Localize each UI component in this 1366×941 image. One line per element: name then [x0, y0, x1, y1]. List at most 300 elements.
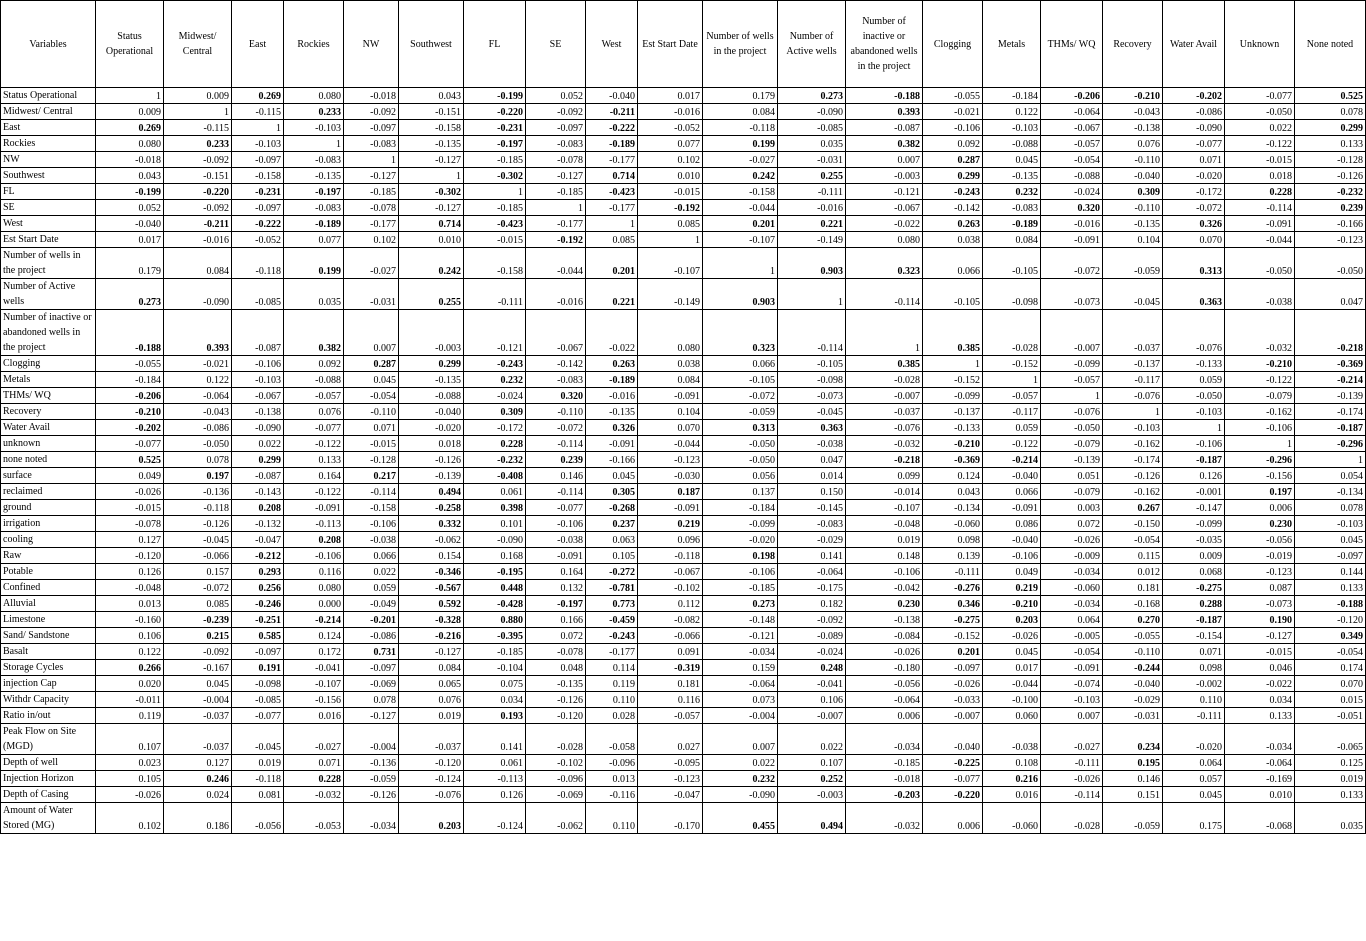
correlation-cell: -0.060 — [923, 516, 983, 532]
correlation-cell: -0.083 — [284, 200, 344, 216]
correlation-cell: 0.255 — [399, 279, 464, 310]
correlation-cell: -0.216 — [399, 628, 464, 644]
correlation-cell: -0.026 — [846, 644, 923, 660]
correlation-cell: -0.077 — [923, 771, 983, 787]
correlation-cell: 0.151 — [1103, 787, 1163, 803]
correlation-cell: -0.090 — [164, 279, 232, 310]
correlation-cell: -0.067 — [846, 200, 923, 216]
table-row — [1, 248, 1366, 279]
correlation-cell: -0.197 — [526, 596, 586, 612]
correlation-cell: 0.448 — [464, 580, 526, 596]
correlation-cell: 0.046 — [1225, 660, 1295, 676]
correlation-cell: 0.181 — [638, 676, 703, 692]
correlation-cell: -0.067 — [1041, 120, 1103, 136]
correlation-cell: -0.214 — [983, 452, 1041, 468]
correlation-cell: -0.015 — [638, 184, 703, 200]
correlation-cell: 0.035 — [1295, 803, 1366, 834]
row-label: Potable — [1, 564, 96, 580]
correlation-cell: -0.040 — [1103, 168, 1163, 184]
correlation-cell: 0.003 — [1041, 500, 1103, 516]
correlation-cell: 0.133 — [1295, 136, 1366, 152]
correlation-cell: 0.052 — [526, 88, 586, 104]
correlation-cell: 0.144 — [1295, 564, 1366, 580]
correlation-cell: -0.079 — [1041, 484, 1103, 500]
correlation-cell: 0.269 — [96, 120, 164, 136]
correlation-cell: -0.126 — [1103, 468, 1163, 484]
correlation-cell: -0.057 — [1041, 372, 1103, 388]
correlation-cell: -0.051 — [1295, 708, 1366, 724]
correlation-cell: 0.714 — [399, 216, 464, 232]
correlation-cell: -0.162 — [1225, 404, 1295, 420]
correlation-cell: 0.232 — [983, 184, 1041, 200]
correlation-cell: 0.078 — [1295, 104, 1366, 120]
correlation-cell: 0.043 — [923, 484, 983, 500]
correlation-cell: -0.076 — [399, 787, 464, 803]
row-label: Raw — [1, 548, 96, 564]
correlation-cell: -0.135 — [1103, 216, 1163, 232]
correlation-cell: 1 — [1041, 388, 1103, 404]
row-label: injection Cap — [1, 676, 96, 692]
correlation-cell: -0.220 — [923, 787, 983, 803]
correlation-cell: 0.164 — [284, 468, 344, 484]
correlation-cell: -0.097 — [232, 644, 284, 660]
correlation-cell: 0.221 — [778, 216, 846, 232]
correlation-cell: -0.050 — [703, 436, 778, 452]
correlation-cell: -0.185 — [846, 755, 923, 771]
correlation-cell: 0.154 — [399, 548, 464, 564]
correlation-cell: -0.032 — [846, 436, 923, 452]
correlation-cell: -0.296 — [1295, 436, 1366, 452]
correlation-cell: -0.091 — [983, 500, 1041, 516]
correlation-cell: -0.022 — [846, 216, 923, 232]
correlation-cell: -0.210 — [983, 596, 1041, 612]
correlation-cell: -0.135 — [284, 168, 344, 184]
correlation-cell: 0.010 — [638, 168, 703, 184]
correlation-cell: -0.052 — [638, 120, 703, 136]
correlation-cell: 0.217 — [344, 468, 399, 484]
correlation-cell: -0.007 — [1041, 310, 1103, 356]
correlation-cell: 0.326 — [1163, 216, 1225, 232]
row-label: NW — [1, 152, 96, 168]
correlation-cell: -0.022 — [1225, 676, 1295, 692]
correlation-cell: 0.287 — [344, 356, 399, 372]
correlation-cell: -0.127 — [526, 168, 586, 184]
correlation-cell: -0.302 — [464, 168, 526, 184]
correlation-cell: 1 — [526, 200, 586, 216]
correlation-cell: 1 — [778, 279, 846, 310]
correlation-cell: 0.066 — [344, 548, 399, 564]
correlation-cell: -0.106 — [344, 516, 399, 532]
correlation-cell: -0.018 — [344, 88, 399, 104]
correlation-cell: -0.116 — [586, 787, 638, 803]
correlation-cell: -0.189 — [586, 136, 638, 152]
correlation-cell: -0.055 — [1103, 628, 1163, 644]
correlation-cell: -0.142 — [526, 356, 586, 372]
correlation-cell: -0.050 — [1041, 420, 1103, 436]
correlation-cell: -0.050 — [1225, 104, 1295, 120]
correlation-cell: -0.117 — [1103, 372, 1163, 388]
correlation-cell: -0.040 — [96, 216, 164, 232]
correlation-cell: -0.177 — [586, 644, 638, 660]
correlation-cell: 0.159 — [703, 660, 778, 676]
correlation-cell: 0.263 — [923, 216, 983, 232]
correlation-cell: 0.237 — [586, 516, 638, 532]
correlation-cell: 0.086 — [983, 516, 1041, 532]
table-row — [1, 468, 1366, 484]
row-label: reclaimed — [1, 484, 96, 500]
correlation-cell: -0.091 — [638, 500, 703, 516]
correlation-cell: -0.114 — [1041, 787, 1103, 803]
correlation-cell: -0.423 — [586, 184, 638, 200]
correlation-cell: -0.089 — [778, 628, 846, 644]
correlation-cell: -0.222 — [586, 120, 638, 136]
correlation-cell: -0.189 — [284, 216, 344, 232]
correlation-cell: 0.110 — [586, 692, 638, 708]
table-row — [1, 168, 1366, 184]
correlation-cell: -0.034 — [1041, 596, 1103, 612]
correlation-cell: 0.110 — [586, 803, 638, 834]
correlation-cell: -0.100 — [983, 692, 1041, 708]
correlation-cell: 0.072 — [526, 628, 586, 644]
correlation-cell: -0.212 — [232, 548, 284, 564]
correlation-cell: -0.099 — [923, 388, 983, 404]
table-row — [1, 200, 1366, 216]
correlation-cell: 0.195 — [1103, 755, 1163, 771]
correlation-cell: -0.043 — [1103, 104, 1163, 120]
correlation-cell: 0.179 — [96, 248, 164, 279]
correlation-cell: 0.066 — [923, 248, 983, 279]
correlation-cell: 0.066 — [703, 356, 778, 372]
correlation-cell: 0.063 — [586, 532, 638, 548]
correlation-cell: 0.181 — [1103, 580, 1163, 596]
table-row — [1, 771, 1366, 787]
correlation-cell: -0.302 — [399, 184, 464, 200]
correlation-cell: 0.009 — [1163, 548, 1225, 564]
correlation-cell: 0.248 — [778, 660, 846, 676]
correlation-cell: 0.047 — [1295, 279, 1366, 310]
correlation-cell: -0.268 — [586, 500, 638, 516]
correlation-cell: 0.048 — [526, 660, 586, 676]
correlation-cell: -0.060 — [983, 803, 1041, 834]
correlation-cell: -0.122 — [284, 436, 344, 452]
correlation-cell: -0.090 — [703, 787, 778, 803]
table-row — [1, 548, 1366, 564]
correlation-cell: -0.067 — [232, 388, 284, 404]
correlation-cell: -0.197 — [464, 136, 526, 152]
correlation-cell: 0.092 — [284, 356, 344, 372]
correlation-cell: -0.062 — [526, 803, 586, 834]
correlation-cell: -0.083 — [344, 136, 399, 152]
correlation-cell: -0.133 — [1163, 356, 1225, 372]
correlation-cell: -0.076 — [1163, 310, 1225, 356]
correlation-cell: -0.162 — [1103, 436, 1163, 452]
correlation-cell: 0.060 — [983, 708, 1041, 724]
correlation-cell: -0.037 — [846, 404, 923, 420]
correlation-cell: -0.167 — [164, 660, 232, 676]
correlation-cell: -0.142 — [923, 200, 983, 216]
correlation-cell: -0.137 — [1103, 356, 1163, 372]
correlation-cell: 0.006 — [1225, 500, 1295, 516]
correlation-cell: -0.056 — [1225, 532, 1295, 548]
correlation-cell: 0.007 — [846, 152, 923, 168]
correlation-cell: -0.124 — [464, 803, 526, 834]
correlation-cell: 0.017 — [983, 660, 1041, 676]
correlation-cell: 0.197 — [1225, 484, 1295, 500]
table-row — [1, 532, 1366, 548]
correlation-cell: -0.103 — [232, 372, 284, 388]
row-label: West — [1, 216, 96, 232]
correlation-cell: 0.016 — [284, 708, 344, 724]
correlation-cell: 0.081 — [232, 787, 284, 803]
correlation-cell: -0.111 — [778, 184, 846, 200]
correlation-cell: -0.114 — [344, 484, 399, 500]
correlation-cell: 0.326 — [586, 420, 638, 436]
correlation-cell: -0.189 — [983, 216, 1041, 232]
table-row — [1, 436, 1366, 452]
correlation-cell: -0.055 — [96, 356, 164, 372]
correlation-cell: -0.087 — [232, 468, 284, 484]
correlation-cell: 0.080 — [96, 136, 164, 152]
correlation-cell: 0.346 — [923, 596, 983, 612]
correlation-cell: -0.106 — [526, 516, 586, 532]
correlation-cell: 0.106 — [96, 628, 164, 644]
correlation-cell: 0.043 — [96, 168, 164, 184]
correlation-cell: -0.078 — [526, 152, 586, 168]
correlation-cell: -0.243 — [586, 628, 638, 644]
correlation-cell: -0.114 — [778, 310, 846, 356]
correlation-cell: -0.031 — [778, 152, 846, 168]
correlation-cell: -0.172 — [1163, 184, 1225, 200]
correlation-cell: 0.035 — [284, 279, 344, 310]
correlation-cell: -0.072 — [703, 388, 778, 404]
correlation-cell: -0.007 — [778, 708, 846, 724]
correlation-cell: 0.071 — [344, 420, 399, 436]
correlation-cell: -0.275 — [923, 612, 983, 628]
correlation-cell: 0.065 — [399, 676, 464, 692]
correlation-cell: -0.018 — [96, 152, 164, 168]
correlation-cell: -0.118 — [164, 500, 232, 516]
correlation-cell: 0.102 — [638, 152, 703, 168]
table-row — [1, 596, 1366, 612]
correlation-cell: -0.275 — [1163, 580, 1225, 596]
correlation-cell: 0.059 — [1163, 372, 1225, 388]
correlation-cell: 0.104 — [638, 404, 703, 420]
correlation-cell: 1 — [1163, 420, 1225, 436]
correlation-cell: -0.184 — [96, 372, 164, 388]
correlation-cell: 0.190 — [1225, 612, 1295, 628]
column-header: None noted — [1295, 1, 1366, 88]
correlation-cell: -0.115 — [232, 104, 284, 120]
correlation-cell: -0.192 — [526, 232, 586, 248]
correlation-cell: -0.091 — [284, 500, 344, 516]
correlation-cell: 0.076 — [399, 692, 464, 708]
correlation-cell: -0.225 — [923, 755, 983, 771]
correlation-cell: 0.228 — [1225, 184, 1295, 200]
correlation-cell: -0.106 — [232, 356, 284, 372]
correlation-cell: -0.042 — [846, 580, 923, 596]
correlation-cell: -0.121 — [464, 310, 526, 356]
correlation-cell: 0.252 — [778, 771, 846, 787]
correlation-cell: 0.175 — [1163, 803, 1225, 834]
table-row — [1, 104, 1366, 120]
correlation-cell: -0.272 — [586, 564, 638, 580]
correlation-cell: -0.150 — [1103, 516, 1163, 532]
correlation-cell: -0.110 — [344, 404, 399, 420]
correlation-cell: 0.006 — [846, 708, 923, 724]
correlation-cell: -0.098 — [983, 279, 1041, 310]
correlation-cell: -0.187 — [1163, 452, 1225, 468]
column-header: Rockies — [284, 1, 344, 88]
correlation-cell: -0.088 — [983, 136, 1041, 152]
correlation-cell: 0.273 — [703, 596, 778, 612]
correlation-cell: 0.076 — [1103, 136, 1163, 152]
correlation-cell: -0.009 — [1041, 548, 1103, 564]
correlation-cell: -0.103 — [1041, 692, 1103, 708]
correlation-cell: -0.156 — [284, 692, 344, 708]
correlation-cell: -0.019 — [1225, 548, 1295, 564]
correlation-cell: 1 — [1295, 452, 1366, 468]
correlation-cell: -0.092 — [344, 104, 399, 120]
correlation-cell: 0.398 — [464, 500, 526, 516]
correlation-cell: -0.097 — [232, 152, 284, 168]
correlation-cell: -0.031 — [1103, 708, 1163, 724]
column-header: Recovery — [1103, 1, 1163, 88]
correlation-cell: 0.019 — [846, 532, 923, 548]
correlation-cell: 0.076 — [284, 404, 344, 420]
correlation-cell: -0.156 — [1225, 468, 1295, 484]
correlation-cell: 0.273 — [96, 279, 164, 310]
correlation-cell: 0.127 — [96, 532, 164, 548]
correlation-cell: -0.083 — [526, 136, 586, 152]
correlation-cell: 0.077 — [638, 136, 703, 152]
correlation-cell: 0.049 — [983, 564, 1041, 580]
correlation-cell: 0.455 — [703, 803, 778, 834]
correlation-cell: 0.064 — [1163, 755, 1225, 771]
correlation-cell: -0.092 — [778, 612, 846, 628]
correlation-cell: -0.133 — [923, 420, 983, 436]
correlation-cell: -0.090 — [1163, 120, 1225, 136]
correlation-cell: -0.052 — [232, 232, 284, 248]
correlation-cell: 0.116 — [638, 692, 703, 708]
correlation-cell: -0.045 — [232, 724, 284, 755]
row-label: Number of Active wells — [1, 279, 96, 310]
correlation-cell: 0.137 — [703, 484, 778, 500]
correlation-cell: 0.126 — [96, 564, 164, 580]
correlation-cell: 0.119 — [586, 676, 638, 692]
correlation-cell: 0.045 — [586, 468, 638, 484]
correlation-cell: -0.091 — [1225, 216, 1295, 232]
correlation-cell: -0.107 — [638, 248, 703, 279]
correlation-cell: -0.088 — [284, 372, 344, 388]
correlation-cell: 0.903 — [778, 248, 846, 279]
correlation-cell: 0.263 — [586, 356, 638, 372]
correlation-cell: -0.045 — [164, 532, 232, 548]
row-label: SE — [1, 200, 96, 216]
correlation-cell: 0.233 — [284, 104, 344, 120]
correlation-cell: 0.124 — [923, 468, 983, 484]
table-row — [1, 787, 1366, 803]
correlation-cell: 0.059 — [344, 580, 399, 596]
row-label: Water Avail — [1, 420, 96, 436]
correlation-cell: -0.027 — [703, 152, 778, 168]
correlation-cell: -0.111 — [1163, 708, 1225, 724]
correlation-cell: -0.049 — [344, 596, 399, 612]
correlation-cell: -0.007 — [923, 708, 983, 724]
correlation-cell: -0.195 — [464, 564, 526, 580]
table-row — [1, 388, 1366, 404]
correlation-cell: 0.132 — [526, 580, 586, 596]
correlation-cell: -0.072 — [164, 580, 232, 596]
correlation-cell: -0.091 — [526, 548, 586, 564]
correlation-cell: -0.083 — [778, 516, 846, 532]
row-label: Midwest/ Central — [1, 104, 96, 120]
correlation-cell: -0.428 — [464, 596, 526, 612]
table-row — [1, 310, 1366, 356]
correlation-cell: -0.016 — [638, 104, 703, 120]
correlation-cell: 0.057 — [1163, 771, 1225, 787]
correlation-cell: 0.124 — [284, 628, 344, 644]
correlation-cell: -0.160 — [96, 612, 164, 628]
correlation-cell: -0.097 — [1295, 548, 1366, 564]
correlation-cell: 1 — [638, 232, 703, 248]
correlation-cell: 0.052 — [96, 200, 164, 216]
column-header: Number of wells in the project — [703, 1, 778, 88]
correlation-cell: -0.135 — [399, 372, 464, 388]
correlation-cell: -0.127 — [399, 152, 464, 168]
correlation-cell: -0.110 — [526, 404, 586, 420]
correlation-cell: -0.120 — [96, 548, 164, 564]
correlation-cell: 0.043 — [399, 88, 464, 104]
correlation-cell: 0.320 — [1041, 200, 1103, 216]
correlation-cell: -0.158 — [344, 500, 399, 516]
correlation-cell: -0.040 — [983, 532, 1041, 548]
column-header: Midwest/ Central — [164, 1, 232, 88]
correlation-cell: -0.092 — [526, 104, 586, 120]
correlation-cell: -0.346 — [399, 564, 464, 580]
correlation-cell: -0.110 — [1103, 200, 1163, 216]
correlation-cell: 0.084 — [703, 104, 778, 120]
correlation-cell: -0.184 — [703, 500, 778, 516]
correlation-cell: 0.019 — [232, 755, 284, 771]
row-label: Basalt — [1, 644, 96, 660]
correlation-cell: -0.122 — [983, 436, 1041, 452]
correlation-cell: -0.091 — [638, 388, 703, 404]
correlation-cell: -0.059 — [1103, 248, 1163, 279]
correlation-cell: -0.122 — [1225, 372, 1295, 388]
correlation-cell: -0.098 — [232, 676, 284, 692]
correlation-cell: -0.102 — [526, 755, 586, 771]
correlation-cell: 0.112 — [638, 596, 703, 612]
correlation-cell: -0.059 — [703, 404, 778, 420]
correlation-cell: 0.219 — [638, 516, 703, 532]
correlation-cell: -0.034 — [846, 724, 923, 755]
correlation-cell: -0.083 — [284, 152, 344, 168]
correlation-cell: 0.056 — [703, 468, 778, 484]
correlation-cell: -0.206 — [96, 388, 164, 404]
correlation-cell: 0.299 — [1295, 120, 1366, 136]
correlation-cell: -0.105 — [778, 356, 846, 372]
correlation-cell: 0.233 — [164, 136, 232, 152]
correlation-cell: -0.118 — [232, 771, 284, 787]
correlation-cell: 0.146 — [526, 468, 586, 484]
correlation-cell: 0.075 — [464, 676, 526, 692]
correlation-cell: -0.003 — [846, 168, 923, 184]
correlation-cell: -0.050 — [164, 436, 232, 452]
correlation-cell: 0.201 — [586, 248, 638, 279]
correlation-cell: 0.066 — [983, 484, 1041, 500]
correlation-cell: -0.086 — [1163, 104, 1225, 120]
correlation-cell: -0.037 — [1103, 310, 1163, 356]
